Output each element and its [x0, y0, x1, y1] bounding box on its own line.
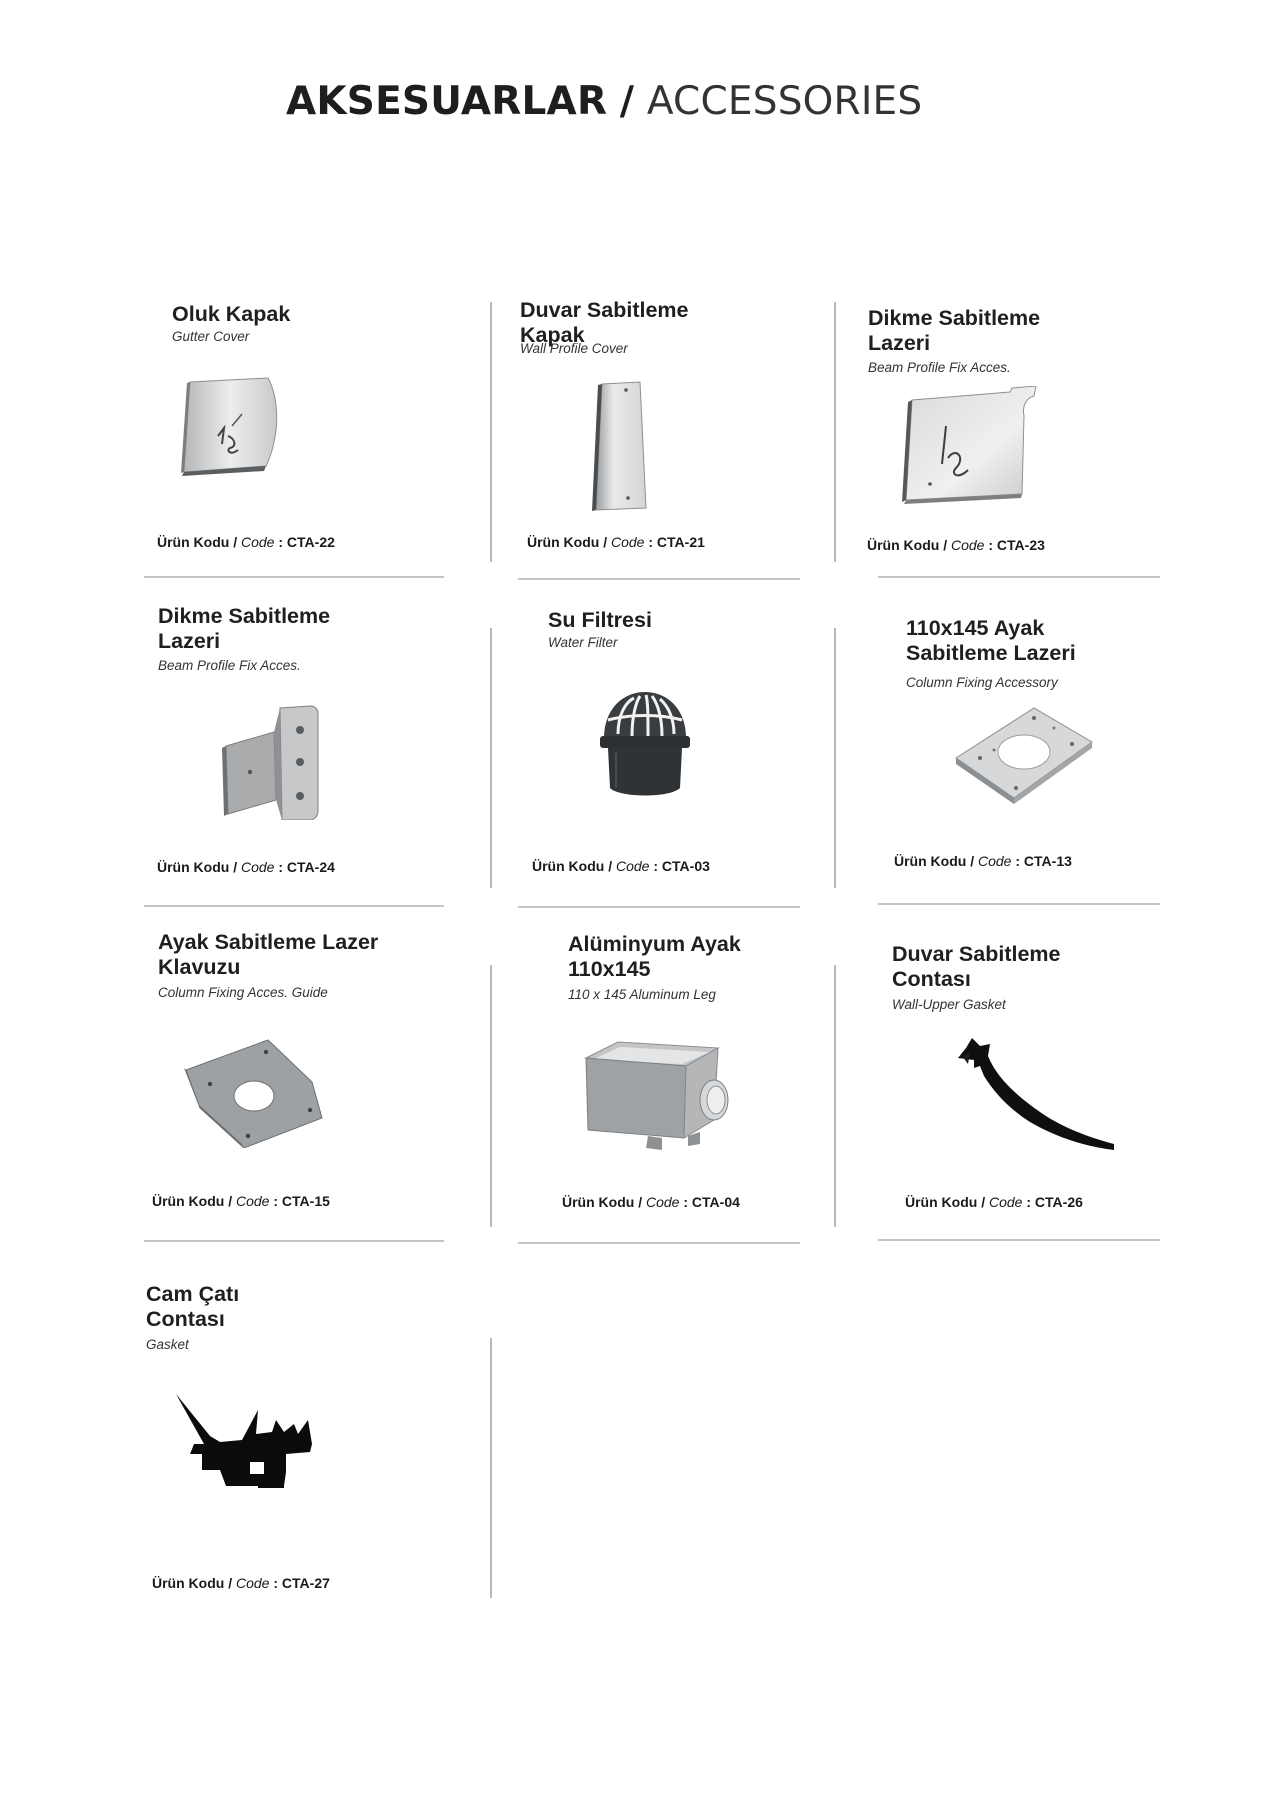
- product-code: CTA-21: [656, 534, 705, 550]
- product-code-line: [157, 858, 335, 876]
- product-title: Alüminyum Ayak 110x145: [568, 932, 741, 981]
- product-code: CTA-15: [281, 1193, 330, 1209]
- code-label-slash: /: [943, 537, 948, 553]
- product-code-line: [152, 1574, 330, 1592]
- product-title: 110x145 Ayak Sabitleme Lazeri: [906, 616, 1076, 665]
- code-label-en: Code: [241, 534, 275, 550]
- product-code-line: [527, 533, 705, 551]
- product-card: [892, 942, 1122, 1013]
- code-label-slash: /: [603, 534, 608, 550]
- wall-gasket-profile-icon: [956, 1036, 1116, 1154]
- product-subtitle: Beam Profile Fix Acces.: [868, 360, 1011, 375]
- row-divider: [144, 1240, 444, 1242]
- product-code: CTA-13: [1023, 853, 1072, 869]
- beam-fix-bracket-icon: [220, 704, 324, 820]
- product-title: Duvar Sabitleme Kapak: [520, 298, 689, 347]
- code-label-slash: /: [970, 853, 975, 869]
- water-filter-dome-icon: [600, 690, 690, 800]
- product-subtitle: 110 x 145 Aluminum Leg: [568, 987, 716, 1002]
- product-code-line: [157, 533, 335, 551]
- product-card: [906, 616, 1136, 691]
- code-label-tr: Ürün Kodu: [157, 534, 230, 550]
- code-label-tr: Ürün Kodu: [157, 859, 230, 875]
- row-divider: [878, 576, 1160, 578]
- code-label-slash: /: [233, 859, 238, 875]
- product-code-line: [894, 852, 1072, 870]
- row-divider: [878, 903, 1160, 905]
- product-title: Dikme Sabitleme Lazeri: [868, 306, 1041, 355]
- page-title-en: ACCESSORIES: [646, 79, 923, 124]
- product-subtitle: Column Fixing Accessory: [906, 675, 1058, 690]
- product-title: Oluk Kapak: [172, 302, 291, 326]
- code-label-tr: Ürün Kodu: [152, 1575, 225, 1591]
- page-title: [286, 76, 922, 128]
- product-code: CTA-23: [996, 537, 1045, 553]
- product-code-line: [867, 536, 1045, 554]
- product-title: Su Filtresi: [548, 608, 652, 632]
- column-divider: [490, 1338, 492, 1598]
- column-divider: [490, 628, 492, 888]
- product-card: [158, 604, 388, 674]
- product-subtitle: Wall-Upper Gasket: [892, 997, 1006, 1012]
- product-title: Duvar Sabitleme Contası: [892, 942, 1061, 991]
- product-card: [548, 608, 768, 651]
- code-label-tr: Ürün Kodu: [867, 537, 940, 553]
- product-subtitle: Column Fixing Acces. Guide: [158, 985, 328, 1000]
- product-card: [868, 306, 1098, 376]
- code-label-colon: :: [273, 1575, 279, 1591]
- product-title: Cam Çatı Contası: [146, 1282, 240, 1331]
- product-code: CTA-22: [286, 534, 335, 550]
- column-divider: [490, 302, 492, 562]
- code-label-colon: :: [988, 537, 994, 553]
- column-divider: [834, 628, 836, 888]
- code-label-en: Code: [978, 853, 1012, 869]
- page-title-tr: AKSESUARLAR: [286, 79, 608, 124]
- column-fixing-plate-icon: [954, 706, 1094, 806]
- row-divider: [518, 578, 800, 580]
- code-label-en: Code: [611, 534, 645, 550]
- product-code: CTA-03: [661, 858, 710, 874]
- row-divider: [518, 1242, 800, 1244]
- product-code-line: [152, 1192, 330, 1210]
- gutter-cover-plate-icon: [180, 376, 286, 476]
- code-label-colon: :: [1026, 1194, 1032, 1210]
- code-label-en: Code: [646, 1194, 680, 1210]
- row-divider: [878, 1239, 1160, 1241]
- code-label-tr: Ürün Kodu: [905, 1194, 978, 1210]
- code-label-en: Code: [951, 537, 985, 553]
- code-label-slash: /: [638, 1194, 643, 1210]
- product-code-line: [905, 1193, 1083, 1211]
- code-label-slash: /: [981, 1194, 986, 1210]
- code-label-colon: :: [273, 1193, 279, 1209]
- code-label-tr: Ürün Kodu: [894, 853, 967, 869]
- code-label-tr: Ürün Kodu: [527, 534, 600, 550]
- column-divider: [834, 965, 836, 1227]
- product-card: [568, 932, 798, 1003]
- code-label-en: Code: [241, 859, 275, 875]
- code-label-colon: :: [653, 858, 659, 874]
- code-label-tr: Ürün Kodu: [152, 1193, 225, 1209]
- code-label-colon: :: [278, 534, 284, 550]
- product-card: [146, 1282, 266, 1353]
- page-title-separator: /: [619, 79, 635, 124]
- code-label-en: Code: [236, 1575, 270, 1591]
- code-label-tr: Ürün Kodu: [562, 1194, 635, 1210]
- product-code: CTA-04: [691, 1194, 740, 1210]
- product-code-line: [532, 857, 710, 875]
- product-subtitle: Water Filter: [548, 635, 618, 650]
- code-label-colon: :: [648, 534, 654, 550]
- product-code-line: [562, 1193, 740, 1211]
- code-label-en: Code: [616, 858, 650, 874]
- code-label-slash: /: [228, 1575, 233, 1591]
- product-subtitle: Beam Profile Fix Acces.: [158, 658, 301, 673]
- code-label-en: Code: [236, 1193, 270, 1209]
- product-subtitle: Gasket: [146, 1337, 189, 1352]
- code-label-colon: :: [278, 859, 284, 875]
- row-divider: [144, 905, 444, 907]
- wall-profile-cover-strip-icon: [590, 380, 650, 512]
- product-subtitle: Wall Profile Cover: [520, 341, 628, 356]
- product-code: CTA-24: [286, 859, 335, 875]
- product-code: CTA-26: [1034, 1194, 1083, 1210]
- product-card: [520, 298, 750, 357]
- code-label-en: Code: [989, 1194, 1023, 1210]
- code-label-tr: Ürün Kodu: [532, 858, 605, 874]
- product-card: [158, 930, 388, 1001]
- row-divider: [144, 576, 444, 578]
- aluminum-leg-box-icon: [582, 1040, 738, 1158]
- column-divider: [490, 965, 492, 1227]
- code-label-colon: :: [1015, 853, 1021, 869]
- code-label-colon: :: [683, 1194, 689, 1210]
- glass-roof-gasket-profile-icon: [176, 1392, 336, 1492]
- code-label-slash: /: [233, 534, 238, 550]
- beam-fix-plate-icon: [900, 386, 1040, 504]
- product-card: [172, 302, 472, 345]
- product-code: CTA-27: [281, 1575, 330, 1591]
- column-guide-plate-icon: [182, 1038, 326, 1148]
- code-label-slash: /: [608, 858, 613, 874]
- product-title: Ayak Sabitleme Lazer Klavuzu: [158, 930, 379, 979]
- product-subtitle: Gutter Cover: [172, 329, 250, 344]
- product-title: Dikme Sabitleme Lazeri: [158, 604, 331, 653]
- column-divider: [834, 302, 836, 562]
- row-divider: [518, 906, 800, 908]
- code-label-slash: /: [228, 1193, 233, 1209]
